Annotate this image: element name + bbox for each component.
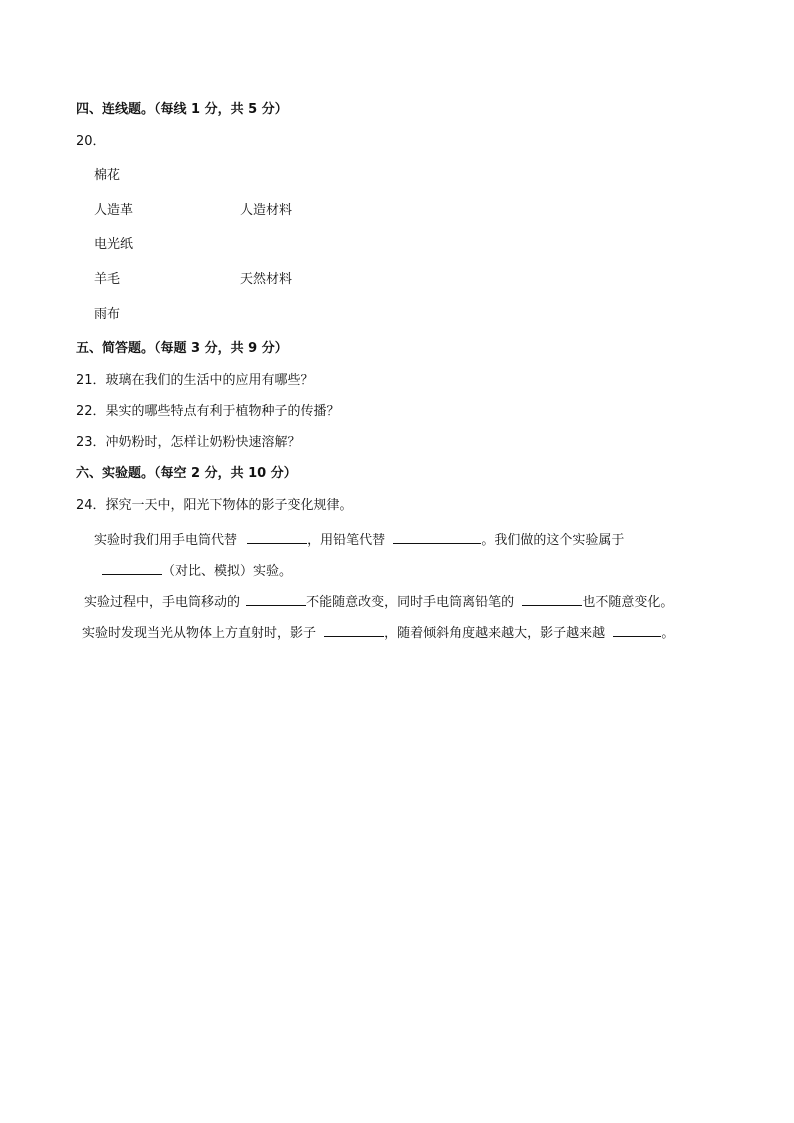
experiment-line-1	[94, 529, 624, 550]
line4-text-a: 实验时发现当光从物体上方直射时，影子	[82, 626, 317, 641]
blank-flashlight-distance[interactable]	[522, 591, 582, 606]
section-5-heading: 五、简答题。（每题 3 分，共 9 分）	[76, 341, 288, 356]
section-6-heading: 六、实验题。（每空 2 分，共 10 分）	[76, 466, 297, 481]
left-item-artificial-leather: 人造革	[94, 203, 134, 218]
experiment-line-4	[82, 622, 674, 643]
left-item-wool: 羊毛	[94, 272, 121, 287]
question-23: 23．冲奶粉时，怎样让奶粉快速溶解？	[76, 435, 301, 450]
line3-text-a: 实验过程中，手电筒移动的	[84, 595, 241, 610]
question-20-number: 20．	[76, 134, 106, 149]
left-item-electro-paper: 电光纸	[94, 237, 134, 252]
blank-experiment-type[interactable]	[102, 560, 162, 575]
blank-flashlight-movement[interactable]	[246, 591, 306, 606]
line4-text-c: 。	[661, 626, 675, 641]
experiment-line-2	[102, 560, 292, 581]
question-22: 22．果实的哪些特点有利于植物种子的传播？	[76, 404, 340, 419]
experiment-line-3	[84, 591, 673, 612]
line4-text-b: ，随着倾斜角度越来越大，影子越来越	[384, 626, 606, 641]
blank-shadow-overhead[interactable]	[324, 622, 384, 637]
right-item-natural-material: 天然材料	[240, 272, 293, 287]
section-4-heading: 四、连线题。（每线 1 分，共 5 分）	[76, 102, 288, 117]
left-item-cotton: 棉花	[94, 168, 121, 183]
blank-flashlight-substitute[interactable]	[247, 529, 307, 544]
line1-text-b: ，用铅笔代替	[307, 533, 386, 548]
left-item-raincloth: 雨布	[94, 307, 121, 322]
line2-text-a: （对比、模拟）实验。	[162, 564, 293, 579]
blank-pencil-substitute[interactable]	[393, 529, 481, 544]
line1-text-c: 。我们做的这个实验属于	[481, 533, 625, 548]
question-21: 21．玻璃在我们的生活中的应用有哪些？	[76, 373, 314, 388]
line3-text-b: 不能随意改变，同时手电筒离铅笔的	[306, 595, 515, 610]
line1-text-a: 实验时我们用手电筒代替	[94, 533, 238, 548]
question-24-title: 24．探究一天中，阳光下物体的影子变化规律。	[76, 498, 353, 513]
right-item-artificial-material: 人造材料	[240, 203, 293, 218]
line3-text-c: 也不随意变化。	[582, 595, 674, 610]
blank-shadow-trend[interactable]	[613, 622, 661, 637]
